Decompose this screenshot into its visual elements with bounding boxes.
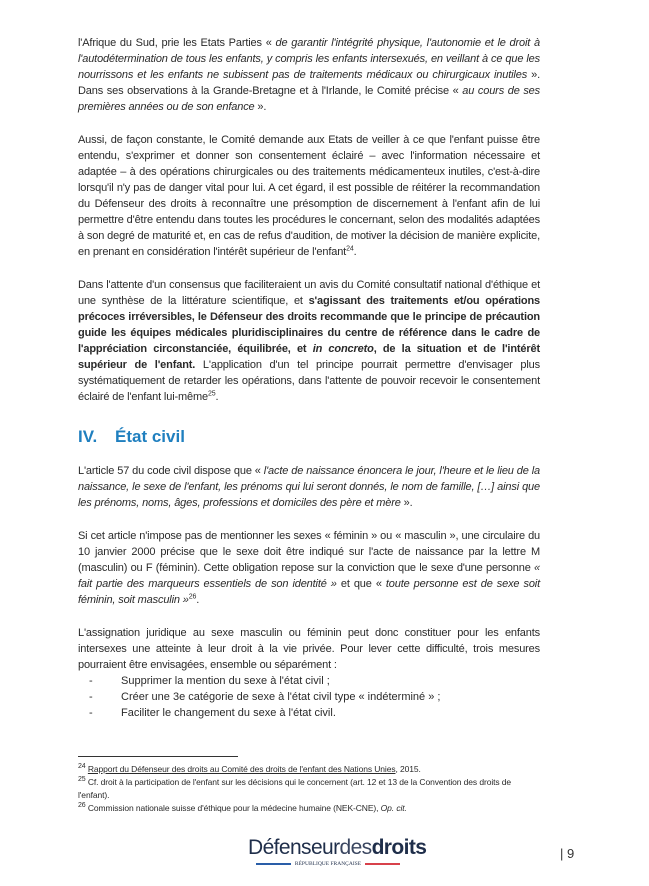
text-run: et que «	[336, 578, 386, 590]
list-item-text: Supprimer la mention du sexe à l'état civil ;	[121, 675, 330, 687]
list-bullet: -	[89, 707, 93, 719]
text-run: ».	[400, 497, 413, 509]
text-run: au cours de ses premières années ou de son enfance	[78, 85, 541, 113]
text-run: L'article 57 du code civil dispose que «	[78, 465, 264, 477]
footnote-ref: 24	[346, 245, 354, 253]
footnote	[78, 802, 540, 815]
text-run: L'assignation juridique au sexe masculin ou féminin peut donc constituer pour les enfants intersexes une atteinte à leur droit à la vie privée. Pour lever cette difficulté, trois mesures pourraient être envisagées, ensemble ou séparément :	[78, 627, 540, 671]
text-run: Aussi, de façon constante, le Comité demande aux Etats de veiller à ce que l'enfant puisse être entendu, s'exprimer et donner son consentement éclairé – avec l'information nécessaire et adaptée – à des opérations chirurgicales ou des traitements médicamenteux inutiles, c'est-à-dire lorsqu'il n'y pas de danger vital pour lui. A cet égard, il est possible de réitérer la recommandation du Défenseur des droits à reconnaître une présomption de discernement à l'enfant afin de lui permettre d'être entendu dans toutes les procédures le concernant, selon des modalités adaptées à son degré de maturité et, en cas de refus d'audition, de motiver la décision de manière explicite, en prenant en considération l'intérêt supérieur de l'enfant	[78, 134, 540, 258]
paragraphs-top	[78, 35, 540, 405]
text-run: .	[196, 594, 200, 606]
list-item	[78, 705, 540, 721]
list-bullet: -	[89, 691, 93, 703]
text-run[interactable]: Rapport du Défenseur des droits au Comité des droits de l'enfant des Nations Unies	[87, 764, 396, 774]
section-heading	[78, 427, 540, 447]
text-run: Commission nationale suisse d'éthique pour la médecine humaine (NEK-CNE),	[85, 803, 381, 813]
logo-red-line	[365, 863, 400, 865]
text-run: Dans l'attente d'un consensus que faciliteraient un avis du Comité consultatif national d'éthique et une synthèse de la littérature scientifique, et	[78, 279, 540, 307]
text-run: l'Afrique du Sud, prie les Etats Parties «	[78, 37, 276, 49]
list-item	[78, 689, 540, 705]
text-run: Si cet article n'impose pas de mentionner les sexes « féminin » ou « masculin », une circulaire du 10 janvier 2000 précise que le sexe doit être indiqué sur l'acte de naissance par la lettre M (masculin) ou F (féminin). Cette obligation repose sur la conviction que le sexe d'une personne	[78, 530, 540, 574]
paragraph	[78, 463, 540, 511]
page-separator: |	[560, 846, 564, 861]
text-run: Op. cit.	[380, 803, 407, 813]
text-run: de garantir l'intégrité physique, l'autonomie et le droit à l'autodétermination de tous les enfants, y compris les enfants intersexués, en veillant à ce que les nourrissons et les enfants ne subissent pas de traitements médicaux ou chirurgicaux inutiles	[78, 37, 540, 81]
list-item-text: Faciliter le changement du sexe à l'état civil.	[121, 707, 336, 719]
footnote	[78, 763, 540, 776]
logo-subtitle: RÉPUBLIQUE FRANÇAISE	[294, 861, 362, 867]
document-body	[78, 35, 540, 721]
text-run: in concreto	[312, 343, 374, 355]
text-run: toute personne est de sexe soit féminin, soit masculin »	[78, 578, 541, 606]
defenseur-des-droits-logo	[248, 836, 427, 867]
list-item	[78, 673, 540, 689]
section-title: État civil	[115, 427, 185, 446]
text-run: s'agissant des traitements et/ou opérations précoces irréversibles, le Défenseur des droits recommande que le principe de précaution guide les équipes médicales pluridisciplinaires du centre de référence dans le cadre de l'appréciation circonstanciée, équilibrée, et	[78, 295, 540, 355]
paragraphs-bottom	[78, 463, 540, 673]
footnote-ref: 25	[78, 776, 86, 784]
footnote	[78, 776, 540, 802]
logo-text-droits: droits	[371, 836, 427, 859]
text-run: .	[215, 391, 219, 403]
page-number	[560, 846, 574, 861]
footnote-ref: 26	[188, 593, 197, 601]
footnote-divider	[78, 756, 238, 757]
section-number: IV.	[78, 427, 98, 446]
footnotes	[78, 763, 540, 815]
logo-text-defenseur: Défenseur	[248, 836, 340, 859]
footnote-ref: 25	[207, 390, 216, 398]
list-item-text: Créer une 3e catégorie de sexe à l'état civil type « indéterminé » ;	[121, 691, 441, 703]
text-run: , 2015.	[395, 764, 421, 774]
text-run: « fait partie des marqueurs essentiels de son identité »	[78, 562, 540, 590]
text-run: L'application d'un tel principe pourrait permettre d'envisager plus systématiquement de retarder les opérations, dans l'attente de pouvoir recevoir le consentement éclairé de l'enfant lui-même	[78, 359, 540, 403]
logo-text-des: des	[339, 836, 372, 859]
paragraph	[78, 625, 540, 673]
paragraph	[78, 35, 540, 115]
measures-list	[78, 673, 540, 721]
footnote-ref: 24	[78, 763, 86, 771]
text-run: Cf. droit à la participation de l'enfant sur les décisions qui le concernent (art. 12 et 13 de la Convention des droits de l'enfant).	[78, 777, 512, 800]
text-run: , de la situation et de l'intérêt supérieur de l'enfant.	[78, 343, 541, 371]
text-run: l'acte de naissance énoncera le jour, l'heure et le lieu de la naissance, le sexe de l'enfant, les prénoms qui lui seront donnés, le nom de famille, […] ainsi que les prénoms, noms, âges, professions et domiciles des père et mère	[78, 465, 540, 509]
paragraph	[78, 528, 540, 608]
footnote-ref: 26	[78, 802, 86, 810]
text-run: .	[353, 246, 357, 258]
text-run: ».	[254, 101, 267, 113]
page-number-value: 9	[567, 846, 575, 861]
list-bullet: -	[89, 675, 93, 687]
paragraph	[78, 277, 540, 405]
paragraph	[78, 132, 540, 260]
logo-blue-line	[256, 863, 291, 865]
text-run: ». Dans ses observations à la Grande-Bretagne et à l'Irlande, le Comité précise «	[78, 69, 540, 97]
